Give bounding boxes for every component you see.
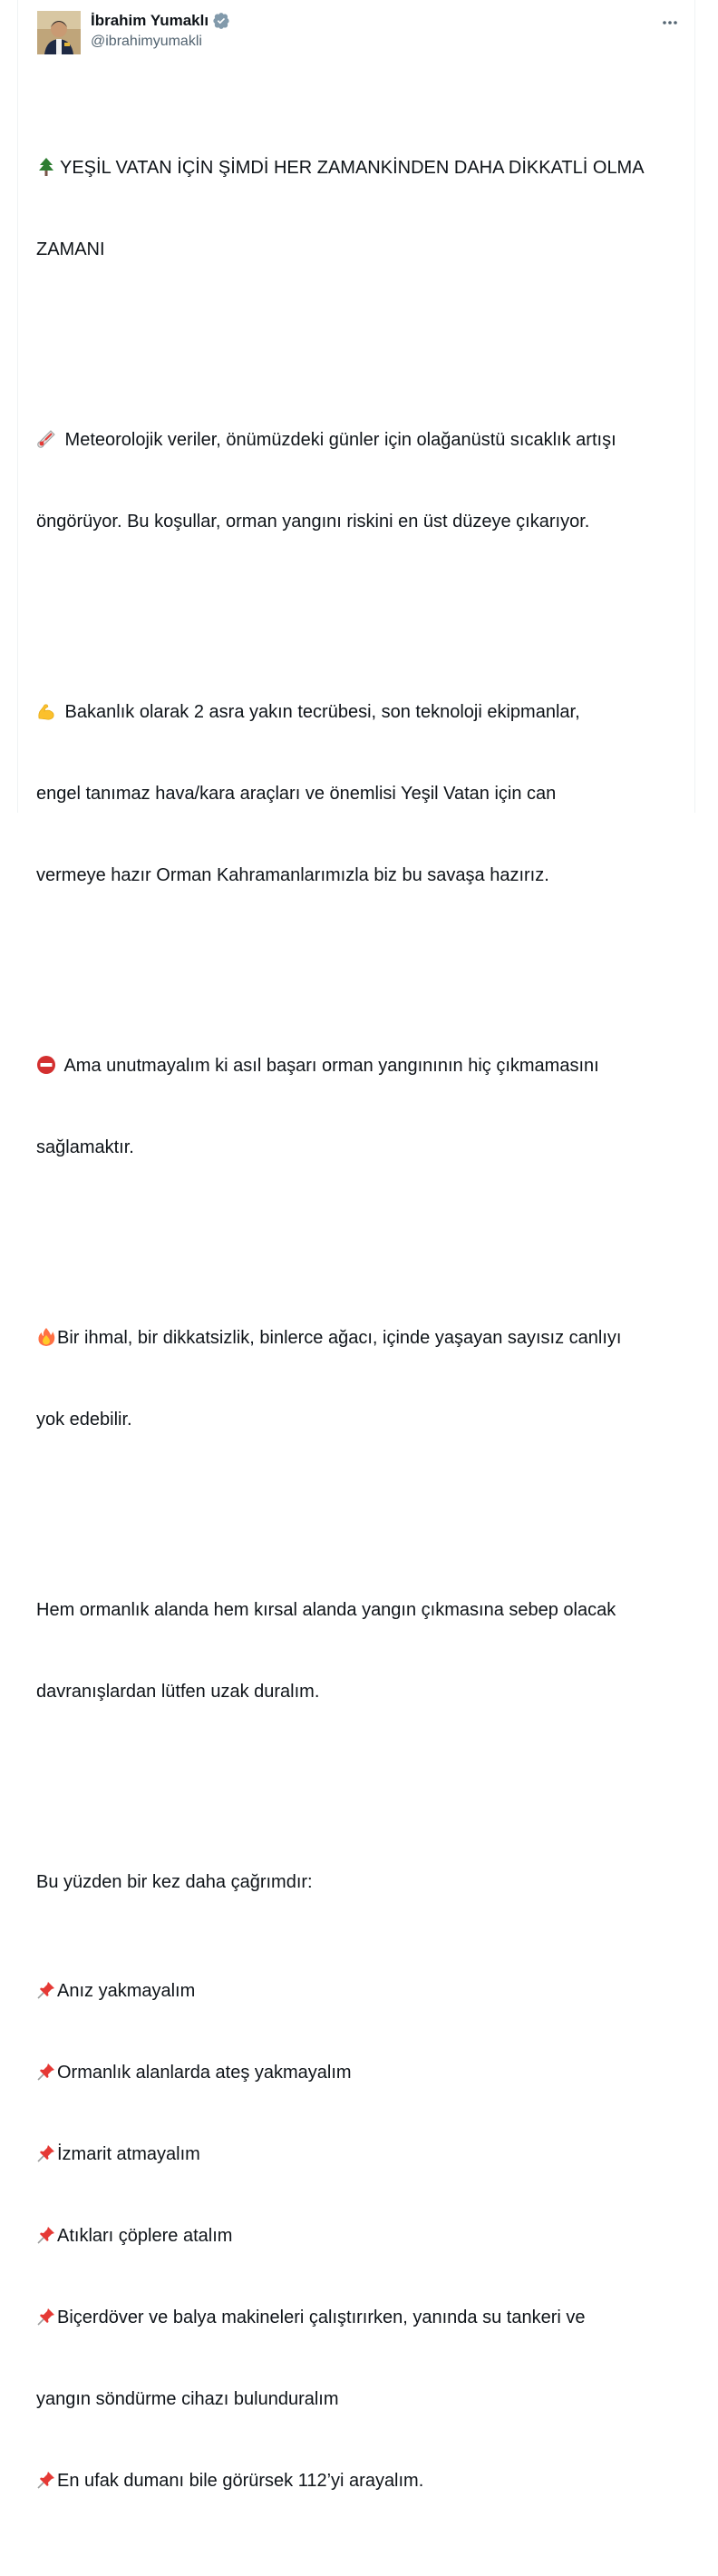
list-item-text: Ormanlık alanlarda ateş yakmayalım	[57, 2063, 352, 2083]
headline-line: ZAMANI	[36, 239, 105, 259]
more-options-button[interactable]	[658, 13, 682, 33]
author-handle[interactable]: @ibrahimyumakli	[91, 34, 202, 49]
pushpin-icon	[36, 2143, 56, 2163]
list-item	[36, 2467, 682, 2494]
more-horizontal-icon	[661, 14, 679, 32]
thermometer-icon	[36, 429, 56, 449]
pushpin-icon	[36, 2062, 56, 2082]
paragraph-line: öngörüyor. Bu koşullar, orman yangını riskini en üst düzeye çıkarıyor.	[36, 512, 590, 532]
paragraph-line	[36, 698, 682, 726]
list-item-text: En ufak dumanı bile görürsek 112’yi arayalım.	[57, 2471, 424, 2491]
headline-text-1: YEŞİL VATAN İÇİN ŞİMDİ HER ZAMANKİNDEN DAHA DİKKATLİ OLMA	[60, 158, 645, 178]
pushpin-icon	[36, 1980, 56, 2000]
flexed-biceps-icon	[36, 701, 56, 721]
author-block	[91, 11, 230, 50]
call-intro: Bu yüzden bir kez daha çağrımdır:	[36, 1872, 313, 1892]
spacer	[36, 590, 682, 617]
paragraph-line	[36, 426, 682, 454]
paragraph-line: sağlamaktır.	[36, 1137, 134, 1157]
avatar[interactable]	[37, 11, 81, 54]
evergreen-tree-icon	[36, 157, 56, 177]
headline-line	[36, 154, 682, 181]
list-item	[36, 2141, 682, 2168]
list-item	[36, 2304, 682, 2331]
spacer	[36, 1760, 682, 1787]
spacer	[36, 317, 682, 345]
paragraph-line	[36, 1324, 682, 1351]
tweet-card	[17, 0, 695, 2491]
p4-text-1: Bir ihmal, bir dikkatsizlik, binlerce ağacı, içinde yaşayan sayısız canlıyı	[57, 1328, 622, 1348]
p3-text-1: Ama unutmayalım ki asıl başarı orman yangınının hiç çıkmamasını	[60, 1056, 599, 1076]
pushpin-icon	[36, 2225, 56, 2245]
spacer	[36, 943, 682, 971]
spacer	[36, 1488, 682, 1515]
spacer	[36, 1215, 682, 1243]
list-item-text: Atıkları çöplere atalım	[57, 2226, 233, 2246]
list-item-text: Biçerdöver ve balya makineleri çalıştırırken, yanında su tankeri ve	[57, 2308, 586, 2327]
pushpin-icon	[36, 2307, 56, 2327]
paragraph-line: vermeye hazır Orman Kahramanlarımızla biz bu savaşa hazırız.	[36, 865, 549, 885]
list-item-text: Anız yakmayalım	[57, 1981, 196, 2001]
list-item-text: İzmarit atmayalım	[57, 2144, 200, 2164]
list-item	[36, 1977, 682, 2005]
list-item-continuation: yangın söndürme cihazı bulunduralım	[36, 2389, 339, 2409]
display-name[interactable]: İbrahim Yumaklı	[91, 12, 209, 29]
paragraph-line: Hem ormanlık alanda hem kırsal alanda yangın çıkmasına sebep olacak	[36, 1600, 616, 1620]
paragraph-line: engel tanımaz hava/kara araçları ve önemlisi Yeşil Vatan için can	[36, 784, 557, 804]
list-item	[36, 2222, 682, 2249]
pushpin-icon	[36, 2470, 56, 2490]
verified-badge-icon[interactable]	[212, 12, 230, 30]
avatar-photo	[37, 11, 81, 54]
no-entry-icon	[36, 1055, 56, 1075]
p1-text-1: Meteorolojik veriler, önümüzdeki günler için olağanüstü sıcaklık artışı	[60, 430, 616, 450]
paragraph-line	[36, 1052, 682, 1079]
fire-icon	[36, 1327, 56, 1347]
paragraph-line: yok edebilir.	[36, 1410, 132, 1429]
p2-text-1: Bakanlık olarak 2 asra yakın tecrübesi, son teknoloji ekipmanlar,	[60, 702, 580, 722]
list-item	[36, 2059, 682, 2086]
tweet-text	[36, 73, 682, 2576]
paragraph-line: davranışlardan lütfen uzak duralım.	[36, 1682, 320, 1702]
